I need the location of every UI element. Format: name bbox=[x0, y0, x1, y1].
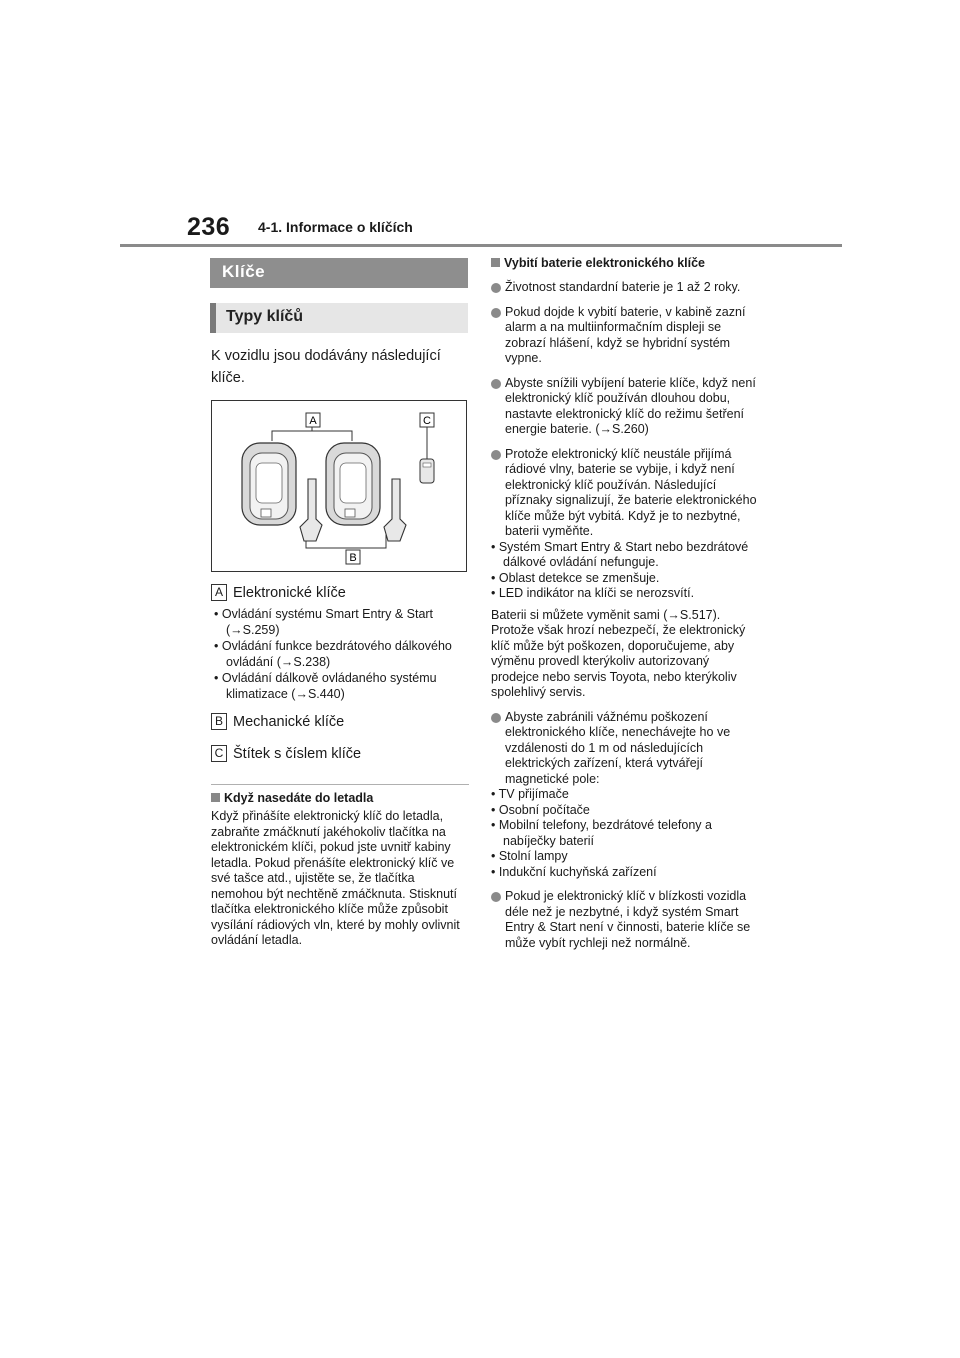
airplane-text: Když přinášíte elektronický klíč do letadla, zabraňte zmáčknutí jakéhokoliv tlačítka na elektronickém klíči, pokud jste uvnitř kabiny letadla. Pokud přenášíte elektronický klíč ve své tašce atd., ujistěte se, že tlačítka nemohou být nechtěně zmáčknuta. Stisknutí tlačítka elektronického klíče může způsobit vysílání rádiových vln, které by mohly ovlivnit ovládání letadla. bbox=[211, 809, 460, 947]
square-bullet-icon bbox=[491, 258, 500, 267]
page-number: 236 bbox=[187, 213, 231, 241]
airplane-heading bbox=[211, 790, 467, 806]
list-item: • Indukční kuchyňská zařízení bbox=[491, 864, 657, 879]
list-item: • Stolní lampy bbox=[491, 849, 568, 863]
list-item: • Mobilní telefony, bezdrátové telefony a nabíječky baterií bbox=[491, 818, 712, 848]
list-item: • Oblast detekce se zmenšuje. bbox=[491, 570, 660, 585]
list-item: • TV přijímače bbox=[491, 787, 569, 801]
figure-label-b: B bbox=[349, 552, 357, 564]
battery-note-3 bbox=[491, 376, 759, 438]
item-c-label: Štítek s číslem klíče bbox=[233, 746, 362, 762]
battery-heading-text: Vybití baterie elektronického klíče bbox=[504, 256, 706, 270]
item-a-label: Elektronické klíče bbox=[233, 585, 346, 601]
keys-illustration bbox=[211, 400, 467, 572]
section-title: Klíče bbox=[210, 258, 468, 288]
battery-symptoms-list bbox=[491, 540, 759, 602]
circle-bullet-icon bbox=[491, 892, 501, 902]
circle-bullet-icon bbox=[491, 713, 501, 723]
battery-heading bbox=[491, 255, 759, 271]
list-item: • Ovládání dálkově ovládaného systému klimatizace (→S.440) bbox=[214, 671, 437, 701]
item-b bbox=[211, 713, 469, 731]
list-item: • Osobní počítače bbox=[491, 802, 590, 817]
battery-note-4 bbox=[491, 447, 759, 540]
battery-note-5 bbox=[491, 710, 759, 788]
item-c-letter: C bbox=[211, 745, 227, 762]
circle-bullet-icon bbox=[491, 450, 501, 460]
item-b-label: Mechanické klíče bbox=[233, 714, 345, 730]
battery-replacement-text: Baterii si můžete vyměnit sami (→S.517). Protože však hrozí nebezpečí, že elektronický klíč může být poškozen, doporučujeme, aby výměnu provedl kterýkoliv autorizovaný prodejce nebo servis Toyota, nebo kterýkoliv spolehlivý servis. bbox=[491, 607, 746, 699]
circle-bullet-icon bbox=[491, 379, 501, 389]
list-item: • Ovládání funkce bezdrátového dálkového ovládání (→S.238) bbox=[214, 639, 452, 669]
key-number-plate bbox=[420, 459, 434, 483]
item-b-letter: B bbox=[211, 713, 227, 730]
airplane-note bbox=[211, 790, 467, 949]
figure-label-a: A bbox=[309, 415, 317, 427]
battery-note-1 bbox=[491, 280, 759, 296]
mechanical-key-1 bbox=[300, 479, 322, 541]
battery-note-2-text: Pokud dojde k vybití baterie, v kabině zazní alarm a na multiinformačním displeji se zobrazí hlášení, když se hybridní systém vypne. bbox=[505, 304, 746, 365]
intro-text: K vozidlu jsou dodávány následující klíče. bbox=[211, 348, 441, 386]
battery-note-6-text: Pokud je elektronický klíč v blízkosti vozidla déle než je nezbytné, i když systém Smart Entry & Start není v činnosti, baterie klíče se může vybít rychleji než normálně. bbox=[505, 889, 751, 950]
list-item: • Ovládání systému Smart Entry & Start (→S.259) bbox=[214, 607, 434, 637]
item-c bbox=[211, 745, 469, 763]
list-item: • Systém Smart Entry & Start nebo bezdrátové dálkové ovládání nefunguje. bbox=[491, 539, 749, 569]
electronic-key-1 bbox=[242, 443, 296, 525]
figure-label-c: C bbox=[423, 415, 431, 427]
item-a-bullets bbox=[214, 606, 470, 702]
item-a-letter: A bbox=[211, 584, 227, 601]
battery-note-4-text: Protože elektronický klíč neustále přijímá rádiové vlny, baterie se vybije, i když není elektronický klíč používán. Následující příznaky signalizují, že baterie elektronického klíče může být vybitá. Když je to nezbytné, baterii vyměňte. bbox=[505, 446, 757, 538]
airplane-heading-text: Když nasedáte do letadla bbox=[224, 791, 374, 805]
circle-bullet-icon bbox=[491, 308, 501, 318]
keys-drawing bbox=[212, 401, 466, 571]
header-rule bbox=[120, 244, 842, 247]
battery-section bbox=[491, 255, 759, 951]
circle-bullet-icon bbox=[491, 283, 501, 293]
battery-note-3-text: Abyste snížili vybíjení baterie klíče, když není elektronický klíč používán dlouhou dobu, nastavte elektronický klíč do režimu šetření energie baterie. (→S.260) bbox=[505, 375, 756, 436]
battery-note-1-text: Životnost standardní baterie je 1 až 2 roky. bbox=[505, 280, 741, 294]
subsection-title: Typy klíčů bbox=[210, 303, 468, 333]
battery-note-2 bbox=[491, 305, 759, 367]
battery-note-5-text: Abyste zabránili vážnému poškození elektronického klíče, nenechávejte ho ve vzdálenosti do 1 m od následujících elektrických zařízení, která vytvářejí magnetické pole: bbox=[505, 709, 731, 786]
item-a bbox=[211, 584, 469, 602]
square-bullet-icon bbox=[211, 793, 220, 802]
list-item: • LED indikátor na klíči se nerozsvítí. bbox=[491, 586, 695, 600]
battery-note-6 bbox=[491, 889, 759, 951]
mechanical-key-2 bbox=[384, 479, 406, 541]
chapter-title: 4-1. Informace o klíčích bbox=[258, 219, 413, 235]
section-divider bbox=[211, 784, 469, 785]
electronic-key-2 bbox=[326, 443, 380, 525]
magnetic-devices-list bbox=[491, 787, 759, 880]
